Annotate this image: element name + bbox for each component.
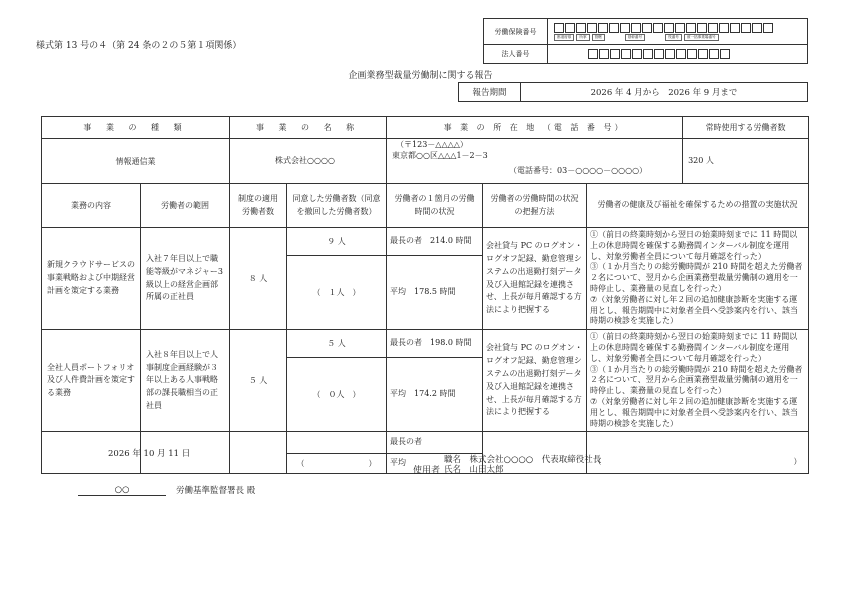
period-value[interactable]: 2026 年 4 月から 2026 年 9 月まで xyxy=(590,88,738,98)
insurance-number-label: 労働保険番号 xyxy=(484,19,548,44)
report-period xyxy=(458,82,808,102)
insurance-number-box xyxy=(483,18,808,64)
col-job-content: 業務の内容 xyxy=(42,184,141,228)
row2-scope[interactable]: 入社８年目以上で人事制度企画経験が３年以上ある人事戦略部の課長職相当の正社員 xyxy=(141,330,230,432)
col-monthly-hours: 労働者の１箇月の労働時間の状況 xyxy=(387,184,483,228)
digit-cell[interactable] xyxy=(587,23,597,33)
employer-name-label: 氏名 xyxy=(444,464,462,475)
digit-cell[interactable] xyxy=(686,23,696,33)
sublabel-office: 管轄 xyxy=(592,34,605,41)
row3-consent[interactable] xyxy=(287,432,387,454)
digit-cell[interactable] xyxy=(752,23,762,33)
digit-cell[interactable] xyxy=(621,49,631,59)
digit-cell[interactable] xyxy=(675,23,685,33)
row1-avg-hours[interactable]: 平均 178.5 時間 xyxy=(387,256,483,330)
employer-block xyxy=(413,455,601,476)
row1-scope[interactable]: 入社７年目以上で職能等級がマネジャー3 級以上の経営企画部所属の正社員 xyxy=(141,228,230,330)
sublabel-prefecture: 都道府県 xyxy=(554,34,574,41)
report-date[interactable]: 2026 年 10 月 11 日 xyxy=(108,449,191,459)
digit-cell[interactable] xyxy=(708,23,718,33)
col-worker-scope: 労働者の範囲 xyxy=(141,184,230,228)
digit-cell[interactable] xyxy=(588,49,598,59)
postal-code: （〒123－△△△△） xyxy=(396,140,468,149)
business-address-cell[interactable] xyxy=(387,139,683,184)
row1-consent[interactable]: ９ 人 xyxy=(287,228,387,256)
addressee-suffix: 労働基準監督署長 殿 xyxy=(176,486,256,496)
row2-health[interactable]: ①（前日の終業時刻から翌日の始業時刻までに 11 時間以上の休息時間を確保する勤務間インターバル制度を運用し、対象労働者全員について毎月確認を行った） ③（１か月当たりの総労働時間が 210 時間を超えた労働者２名について、翌月から企画業務型裁量労働制の適用を一時停止し、業務量の見直しを行った） ⑦（対象労働者に対し年２回の追加健康診断を実施する運用とし、報告期間中に対象者全員へ受診案内を行い、該当時期の検診を実施した） xyxy=(587,330,809,432)
digit-cell[interactable] xyxy=(598,23,608,33)
header-business-name: 事 業 の 名 称 xyxy=(230,117,387,139)
row2-avg-hours[interactable]: 平均 174.2 時間 xyxy=(387,358,483,432)
digit-cell[interactable] xyxy=(654,49,664,59)
business-address: 東京都○○区△△△1－2－3 xyxy=(392,150,488,160)
employer-name[interactable]: 山田太郎 xyxy=(469,464,504,475)
header-worker-count: 常時使用する労働者数 xyxy=(683,117,809,139)
digit-cell[interactable] xyxy=(709,49,719,59)
business-name[interactable]: 株式会社○○○○ xyxy=(230,139,387,184)
digit-cell[interactable] xyxy=(664,23,674,33)
row2-applicable[interactable]: ５ 人 xyxy=(230,330,287,432)
digit-cell[interactable] xyxy=(676,49,686,59)
digit-cell[interactable] xyxy=(719,23,729,33)
employer-title-label: 職名 xyxy=(444,454,462,465)
header-business-address: 事 業 の 所 在 地 （電 話 番 号） xyxy=(387,117,683,139)
digit-cell[interactable] xyxy=(643,49,653,59)
insurance-number-cells[interactable] xyxy=(554,23,801,33)
digit-cell[interactable] xyxy=(720,49,730,59)
form-number: 様式第 13 号の４（第 24 条の２の５第１項関係） xyxy=(36,41,242,51)
row3-avg-hours[interactable]: 平均 xyxy=(387,454,483,474)
digit-cell[interactable] xyxy=(631,23,641,33)
digit-cell[interactable] xyxy=(554,23,564,33)
worker-count[interactable]: 320 人 xyxy=(683,139,809,184)
sublabel-branch: 枝番号 xyxy=(665,34,682,41)
corporate-number-cells[interactable] xyxy=(588,49,801,59)
row1-withdrawn[interactable]: （ １人 ） xyxy=(287,256,387,330)
col-applicable-count: 制度の適用労働者数 xyxy=(230,184,287,228)
row1-method[interactable]: 会社貸与 PC のログオン・ログオフ記録、勤怠管理システムの出退勤打刻データ及び入退館記録を連携させ、上長が毎月確認する方法により把握する xyxy=(483,228,587,330)
row2-method[interactable]: 会社貸与 PC のログオン・ログオフ記録、勤怠管理システムの出退勤打刻データ及び入退館記録を連携させ、上長が毎月確認する方法により把握する xyxy=(483,330,587,432)
digit-cell[interactable] xyxy=(687,49,697,59)
col-consent-count: 同意した労働者数（同意を撤回した労働者数） xyxy=(287,184,387,228)
sublabel-sub-office: 被一括事業場番号 xyxy=(684,34,719,41)
row3-health[interactable]: （ ） xyxy=(587,432,809,474)
digit-cell[interactable] xyxy=(653,23,663,33)
sublabel-base-number: 基幹番号 xyxy=(625,34,645,41)
row1-applicable[interactable]: ８ 人 xyxy=(230,228,287,330)
row2-max-hours[interactable]: 最長の者 198.0 時間 xyxy=(387,330,483,358)
report-table xyxy=(41,116,809,474)
digit-cell[interactable] xyxy=(698,49,708,59)
sublabel-jurisdiction: 所掌 xyxy=(576,34,589,41)
employer-title[interactable]: 株式会社○○○○ 代表取締役社長 xyxy=(469,454,602,465)
insurance-sublabels xyxy=(554,34,801,41)
col-hours-method: 労働者の労働時間の状況の把握方法 xyxy=(483,184,587,228)
digit-cell[interactable] xyxy=(665,49,675,59)
business-phone: （電話番号：03－○○○○－○○○○） xyxy=(509,165,648,175)
digit-cell[interactable] xyxy=(741,23,751,33)
digit-cell[interactable] xyxy=(763,23,773,33)
labor-office-name[interactable]: ○○ xyxy=(78,485,166,496)
period-label: 報告期間 xyxy=(459,83,521,101)
addressee xyxy=(78,484,255,496)
business-type[interactable]: 情報通信業 xyxy=(42,139,230,184)
row1-job[interactable]: 新規クラウドサービスの事業戦略および中期経営計画を策定する業務 xyxy=(42,228,141,330)
digit-cell[interactable] xyxy=(620,23,630,33)
employer-label: 使用者 xyxy=(413,466,441,476)
row1-health[interactable]: ①（前日の終業時刻から翌日の始業時刻までに 11 時間以上の休息時間を確保する勤務間インターバル制度を運用し、対象労働者全員について毎月確認を行った） ③（１か月当たりの総労働時間が 210 時間を超えた労働者２名について、翌月から企画業務型裁量労働制の適用を一時停止し、業務量の見直しを行った） ⑦（対象労働者に対し年２回の追加健康診断を実施する運用とし、報告期間中に対象者全員へ受診案内を行い、該当時期の検診を実施した） xyxy=(587,228,809,330)
row2-job[interactable]: 全社人員ポートフォリオ及び人件費計画を策定する業務 xyxy=(42,330,141,432)
report-title: 企画業務型裁量労働制に関する報告 xyxy=(348,71,493,81)
col-health-measures: 労働者の健康及び福祉を確保するための措置の実施状況 xyxy=(587,184,809,228)
digit-cell[interactable] xyxy=(565,23,575,33)
row2-consent[interactable]: ５ 人 xyxy=(287,330,387,358)
row3-applicable[interactable] xyxy=(230,432,287,474)
digit-cell[interactable] xyxy=(642,23,652,33)
row2-withdrawn[interactable]: （ ０人 ） xyxy=(287,358,387,432)
row3-withdrawn[interactable]: （ ） xyxy=(287,454,387,474)
header-business-type: 事 業 の 種 類 xyxy=(42,117,230,139)
digit-cell[interactable] xyxy=(609,23,619,33)
digit-cell[interactable] xyxy=(697,23,707,33)
digit-cell[interactable] xyxy=(632,49,642,59)
row1-max-hours[interactable]: 最長の者 214.0 時間 xyxy=(387,228,483,256)
corporate-number-label: 法人番号 xyxy=(484,45,548,63)
digit-cell[interactable] xyxy=(576,23,586,33)
digit-cell[interactable] xyxy=(610,49,620,59)
row3-max-hours[interactable]: 最長の者 xyxy=(387,432,483,454)
digit-cell[interactable] xyxy=(730,23,740,33)
digit-cell[interactable] xyxy=(599,49,609,59)
